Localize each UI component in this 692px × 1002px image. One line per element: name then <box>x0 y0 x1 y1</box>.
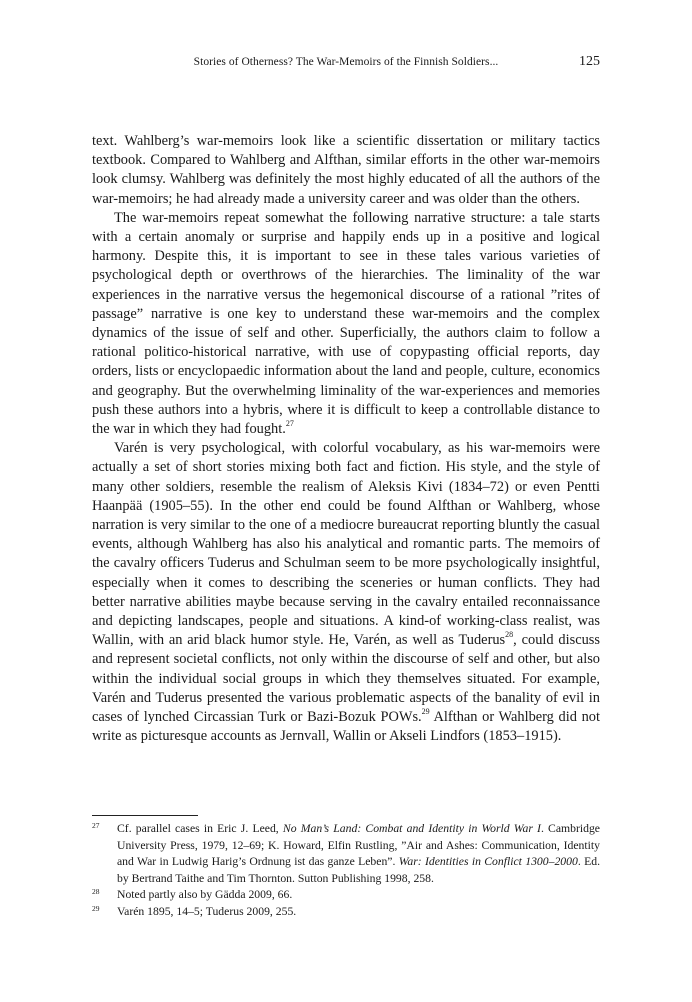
footnote-number: 29 <box>92 903 100 913</box>
footnote-text: Cf. parallel cases in Eric J. Leed, <box>117 822 283 835</box>
page-header <box>92 54 600 74</box>
paragraph-2 <box>92 209 600 439</box>
footnote-number: 27 <box>92 821 100 830</box>
footnotes <box>92 821 600 921</box>
paragraph-3-text-a: Varén is very psychological, with colorful vocabulary, as his war-memoirs were actually a set of short stories mixing both fact and fiction. His style, and the style of many other soldiers, resemble the realism of Aleksis Kivi (1834–72) or even Pentti Haanpää (1905–55). In the other end could be found Alfthan or Wahlberg, whose narration is very similar to the one of a mediocre bureaucrat reporting bluntly the casual events, although Wahlberg has also his analytical and romantic parts. The memoirs of the cavalry officers Tuderus and Schulman seem to be more psychologically insightful, especially when it comes to describing the sceneries or human conflicts. They had better narrative abilities maybe because serving in the cavalry entailed reconnaissance and depicting landscapes, people and situations. A kind-of working-class realist, was Wallin, with an arid black humor style. He, Varén, as well as Tuderus <box>92 440 600 649</box>
footnote-ref-27[interactable]: 27 <box>285 419 294 429</box>
footnote-text: . Ed. by Bertrand Taithe and Tim Thornton. Sutton Publishing 1998, 258. <box>117 855 601 885</box>
paragraph-3-text-b: , could discuss and represent societal conflicts, not only within the discourse of self and other, but also within the individual social groups in which they themselves situated. For example, Varén and Tuderus presented the various problematic aspects of the banality of evil in cases of lynched Circassian Turk or Bazi-Bozuk POWs. <box>92 632 600 726</box>
footnote-29 <box>92 904 600 921</box>
footnote-28 <box>92 887 600 904</box>
running-head: Stories of Otherness? The War-Memoirs of the Finnish Soldiers... <box>193 56 499 68</box>
footnote-number: 28 <box>92 887 100 897</box>
paragraph-1 <box>92 132 600 209</box>
paragraph-3-text-c: Alfthan or Wahlberg did not write as picturesque accounts as Jernvall, Wallin or Akseli Lindfors (1853–1915). <box>92 709 600 745</box>
body-text <box>92 132 600 747</box>
footnote-book-title: No Man’s Land: Combat and Identity in World War I <box>282 822 541 835</box>
footnote-27 <box>92 821 600 887</box>
footnote-text: Varén 1895, 14–5; Tuderus 2009, 255. <box>117 904 297 918</box>
paragraph-3 <box>92 439 600 746</box>
footnote-text: Noted partly also by Gädda 2009, 66. <box>117 888 293 902</box>
footnote-separator <box>92 815 198 816</box>
paragraph-1-text: text. Wahlberg’s war-memoirs look like a scientific dissertation or military tactics textbook. Compared to Wahlberg and Alfthan, similar efforts in the other war-memoirs look clumsy. Wahlberg was definitely the most highly educated of all the authors of the war-memoirs; he had already made a university career and was older than the others. <box>92 133 600 207</box>
footnote-book-title: War: Identities in Conflict 1300–2000 <box>398 855 578 869</box>
paragraph-2-text: The war-memoirs repeat somewhat the following narrative structure: a tale starts with a certain anomaly or surprise and happily ends up in a positive and logical harmony. Despite this, it is important to see in these tales various varieties of psychological depth or overthrows of the hierarchies. The liminality of the war experiences in the narrative versus the hegemonical discourse of a rational ”rites of passage” narrative is one key to understand these war-memoirs and the complex dynamics of the issue of self and other. Superficially, the authors claim to follow a rational politico-historical narrative, with use of copypasting official reports, day orders, lists or encyclopaedic information about the land and people, culture, economics and geography. But the overwhelming liminality of the war-experiences and memories push these authors into a hybris, where it is difficult to keep a controllable distance to the war in which they had fought. <box>92 209 600 438</box>
footnote-ref-29[interactable]: 29 <box>421 707 430 717</box>
page-number: 125 <box>579 54 600 69</box>
footnote-ref-28[interactable]: 28 <box>505 630 514 640</box>
footnote-text: . Cambridge University Press, 1979, 12–69; K. Howard, Elfin Rustling, ”Air and Ashes: Communication, Identity and War in Ludwig Harig’s Ordnung ist das ganze Leben”. <box>117 822 600 869</box>
